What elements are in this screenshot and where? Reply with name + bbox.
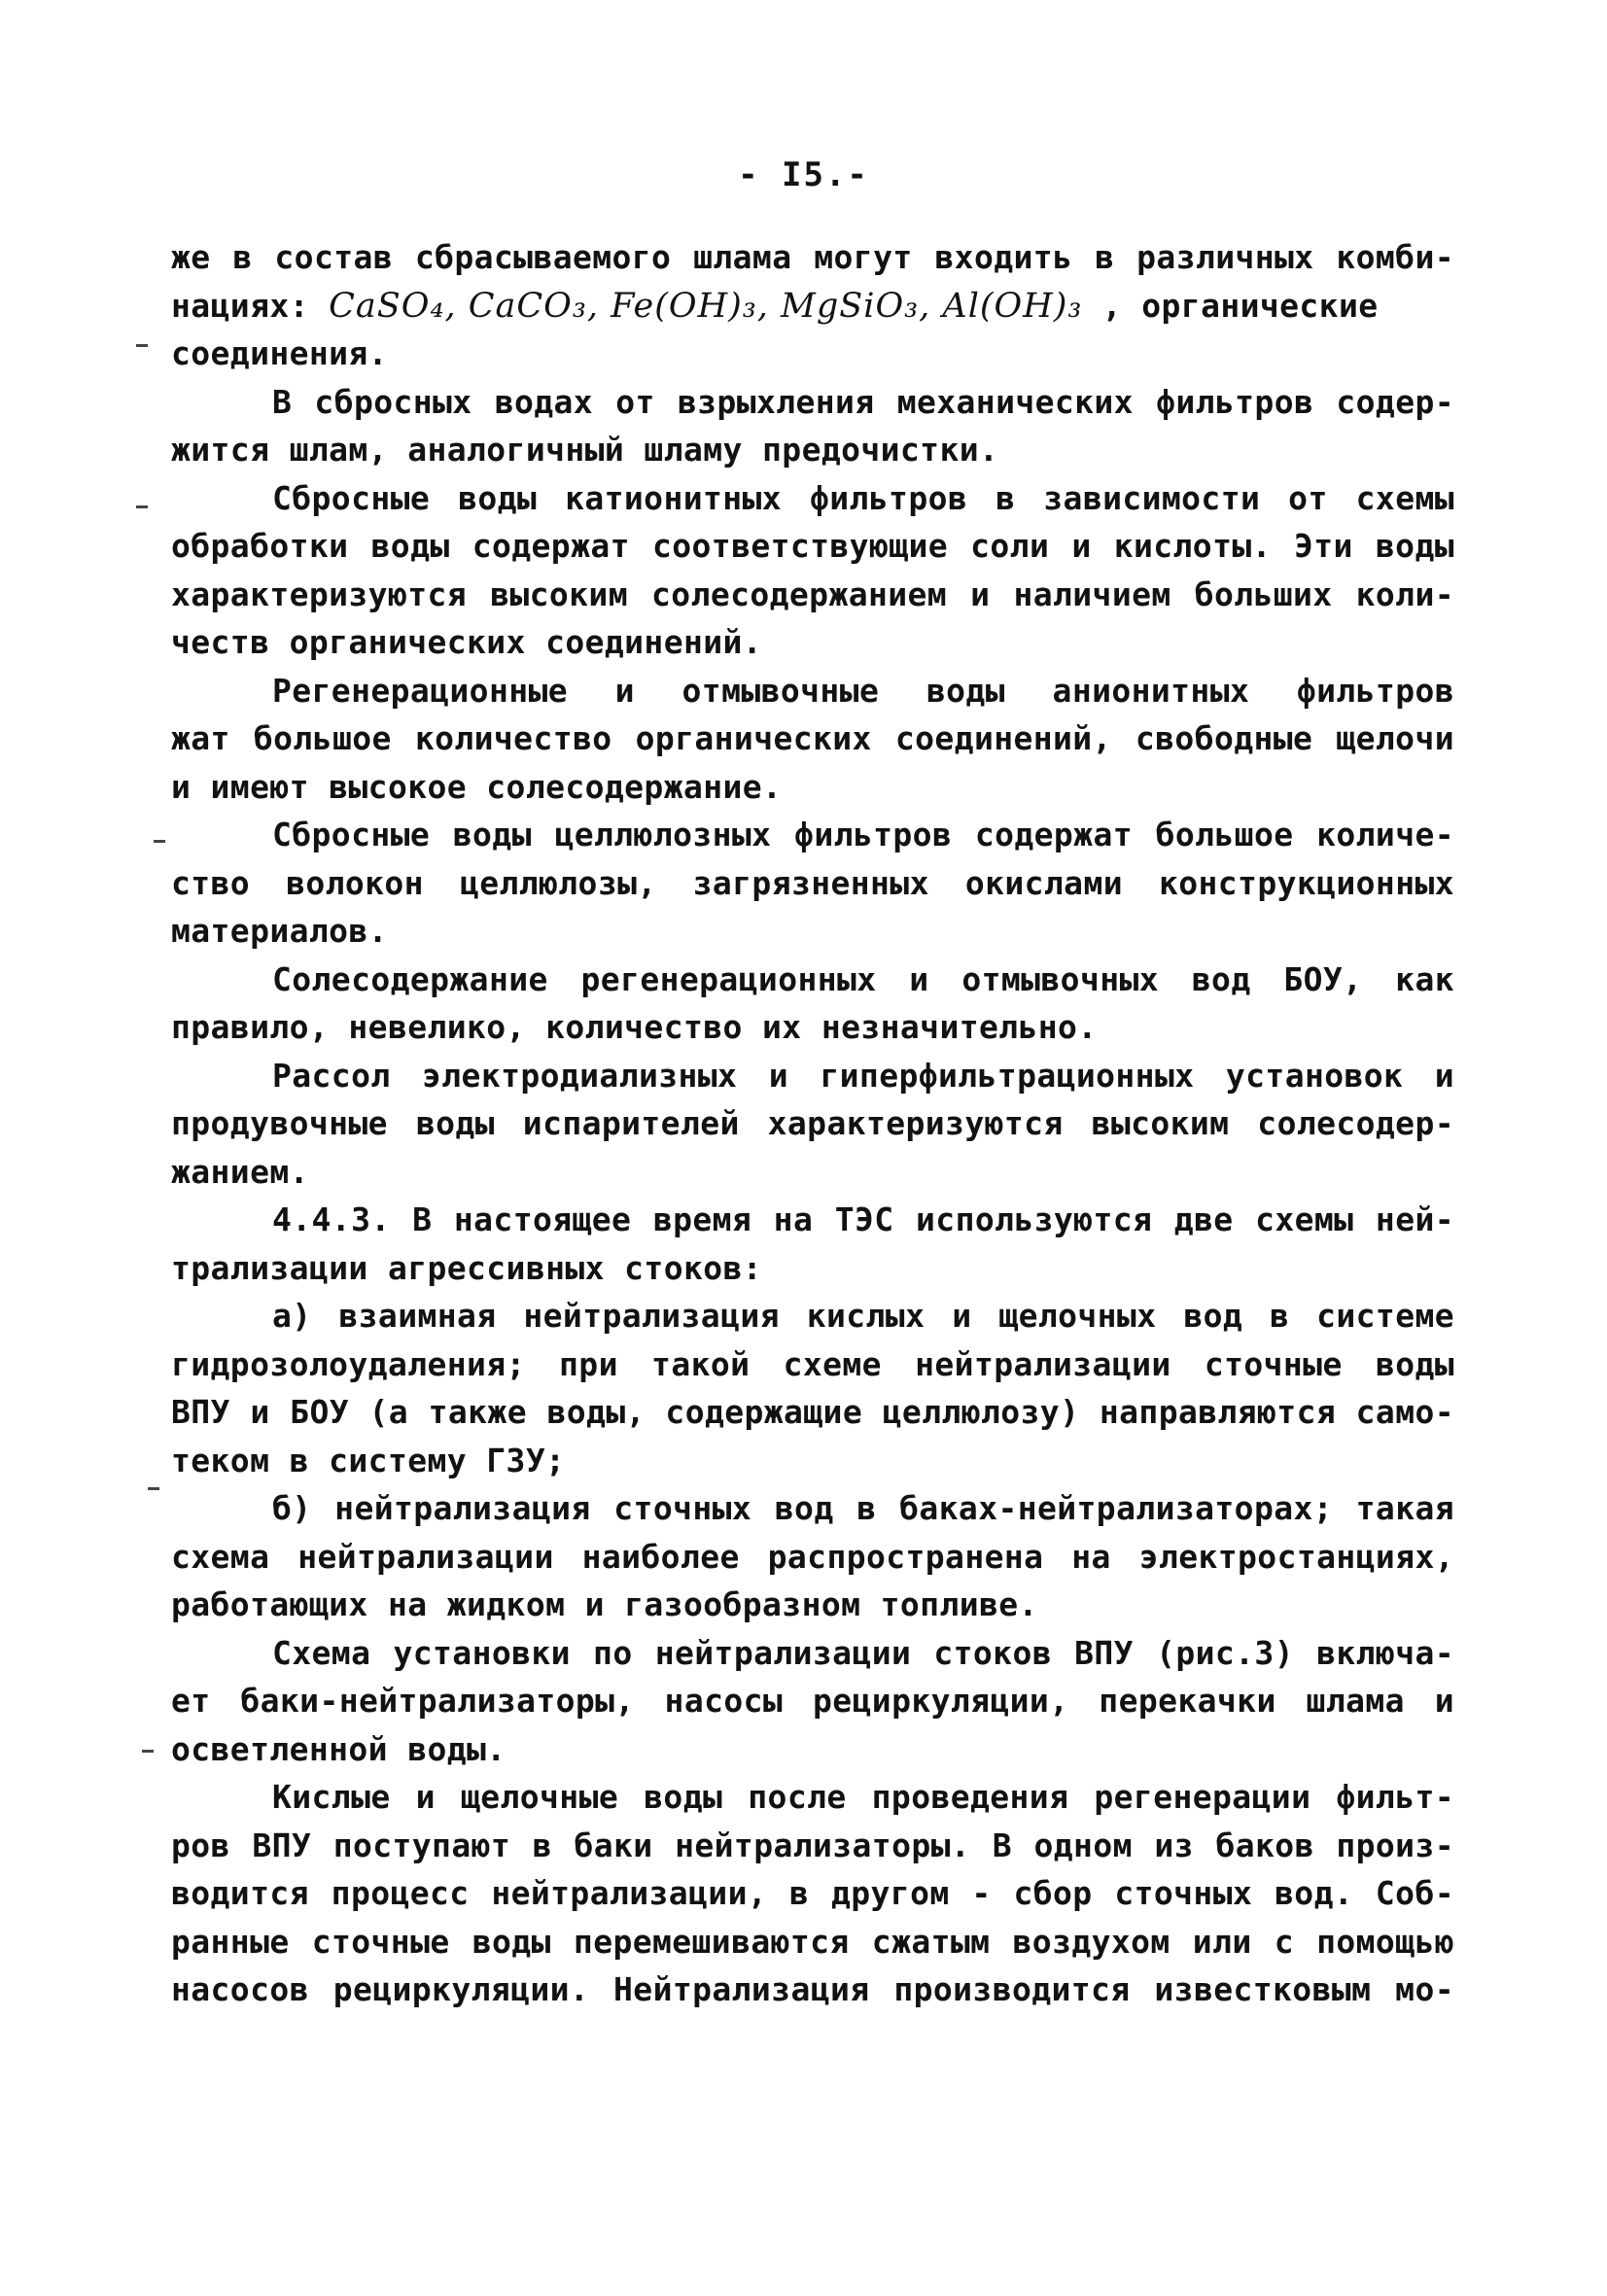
line-text: а) взаимная нейтрализация кислых и щелочных вод в системе xyxy=(272,1297,1454,1335)
line-text: Сбросные воды катионитных фильтров в зависимости от схемы xyxy=(272,478,1454,517)
text-line xyxy=(171,1581,1454,1629)
text-line xyxy=(171,811,1454,859)
text-line xyxy=(171,907,1454,956)
line-text: гидрозолоудаления; при такой схеме нейтрализации сточные воды xyxy=(171,1344,1454,1383)
line-text: характеризуются высоким солесодержанием и наличием больших коли- xyxy=(171,574,1454,613)
line-text: теком в систему ГЗУ; xyxy=(171,1441,566,1479)
line-text: Сбросные воды целлюлозных фильтров содержат большое количе- xyxy=(272,816,1454,853)
line-text: соединения. xyxy=(171,334,388,372)
text-line xyxy=(171,1292,1454,1340)
text-line xyxy=(171,1052,1454,1100)
text-line xyxy=(171,1918,1454,1966)
text-line xyxy=(171,378,1454,427)
text-line xyxy=(171,330,1454,378)
margin-mark xyxy=(136,505,148,508)
text-line xyxy=(171,667,1454,715)
line-text: Солесодержание регенерационных и отмывочных вод БОУ, как xyxy=(272,959,1454,998)
chemical-formulas: CaSO₄, CaCO₃, Fe(OH)₃, MgSiO₃, Al(OH)₃ xyxy=(329,286,1083,326)
margin-mark xyxy=(142,1750,154,1753)
line-text: честв органических соединений. xyxy=(171,623,763,661)
line-text: насосов рециркуляции. Нейтрализация производится известковым мо- xyxy=(171,1970,1454,2008)
line-text: Регенерационные и отмывочные воды анионитных фильтров xyxy=(272,671,1454,710)
line-text: ранные сточные воды перемешиваются сжатым воздухом или с помощью xyxy=(171,1922,1454,1961)
text-line xyxy=(171,1388,1454,1437)
line-text: б) нейтрализация сточных вод в баках-нейтрализаторах; такая xyxy=(272,1489,1454,1527)
text-line xyxy=(171,1966,1454,2014)
margin-mark xyxy=(148,1487,159,1490)
page-number: - I5.- xyxy=(738,156,869,194)
line-text: схема нейтрализации наиболее распространена на электростанциях, xyxy=(171,1537,1454,1576)
line-text: ВПУ и БОУ (а также воды, содержащие целлюлозу) направляются само- xyxy=(171,1393,1454,1431)
text-line xyxy=(171,1003,1454,1052)
margin-mark xyxy=(154,840,165,843)
text-line xyxy=(171,956,1454,1004)
body-text xyxy=(171,233,1454,2014)
line-text: водится процесс нейтрализации, в другом - сбор сточных вод. Соб- xyxy=(171,1874,1454,1912)
line-text: Кислые и щелочные воды после проведения регенерации фильт- xyxy=(272,1778,1454,1816)
text-line xyxy=(171,859,1454,908)
text-line xyxy=(171,1533,1454,1582)
line-text: работающих на жидком и газообразном топливе. xyxy=(171,1585,1038,1623)
text-line xyxy=(171,233,1454,282)
line-text: жится шлам, аналогичный шламу предочистки. xyxy=(171,431,999,469)
line-text: Рассол электродиализных и гиперфильтрационных установок и xyxy=(272,1056,1454,1095)
text-line xyxy=(171,1148,1454,1197)
text-line xyxy=(171,1437,1454,1485)
text-line xyxy=(171,1099,1454,1148)
text-line xyxy=(171,1677,1454,1725)
text-line xyxy=(171,282,1454,330)
line-text: и имеют высокое солесодержание. xyxy=(171,767,783,806)
line-text: трализации агрессивных стоков: xyxy=(171,1248,763,1287)
text-line xyxy=(171,1725,1454,1774)
text-line xyxy=(171,1196,1454,1244)
text-line xyxy=(171,714,1454,763)
line-text: обработки воды содержат соответствующие соли и кислоты. Эти воды xyxy=(171,527,1454,565)
margin-mark xyxy=(136,344,148,347)
line-text: жат большое количество органических соединений, свободные щелочи xyxy=(171,719,1454,757)
text-line xyxy=(171,1244,1454,1293)
line-text: Схема установки по нейтрализации стоков ВПУ (рис.3) включа- xyxy=(272,1633,1454,1672)
text-line xyxy=(171,1773,1454,1822)
text-line xyxy=(171,1629,1454,1678)
line-text: материалов. xyxy=(171,912,388,950)
line-text: же в состав сбрасываемого шлама могут входить в различных комби- xyxy=(171,238,1454,276)
text-line xyxy=(171,618,1454,667)
line-text: правило, невелико, количество их незначительно. xyxy=(171,1008,1098,1046)
text-line xyxy=(171,522,1454,571)
line-text: ров ВПУ поступают в баки нейтрализаторы. В одном из баков произ- xyxy=(171,1826,1454,1864)
text-line xyxy=(171,1869,1454,1918)
line-text: ет баки-нейтрализаторы, насосы рециркуляции, перекачки шлама и xyxy=(171,1682,1454,1720)
line-text: продувочные воды испарителей характеризуются высоким солесодер- xyxy=(171,1104,1454,1142)
line-text: осветленной воды. xyxy=(171,1729,507,1768)
text-line xyxy=(171,426,1454,474)
line-text: нациях: xyxy=(171,286,330,325)
text-line xyxy=(171,1340,1454,1389)
text-line xyxy=(171,571,1454,619)
line-text: жанием. xyxy=(171,1152,309,1191)
line-text: В сбросных водах от взрыхления механических фильтров содер- xyxy=(272,382,1454,421)
line-text-tail: , органические xyxy=(1082,286,1379,325)
text-line xyxy=(171,474,1454,523)
text-line xyxy=(171,1822,1454,1870)
text-line xyxy=(171,763,1454,812)
text-line xyxy=(171,1484,1454,1533)
line-text: ство волокон целлюлозы, загрязненных окислами конструкционных xyxy=(171,863,1454,902)
line-text: 4.4.3. В настоящее время на ТЭС используются две схемы ней- xyxy=(272,1200,1454,1238)
